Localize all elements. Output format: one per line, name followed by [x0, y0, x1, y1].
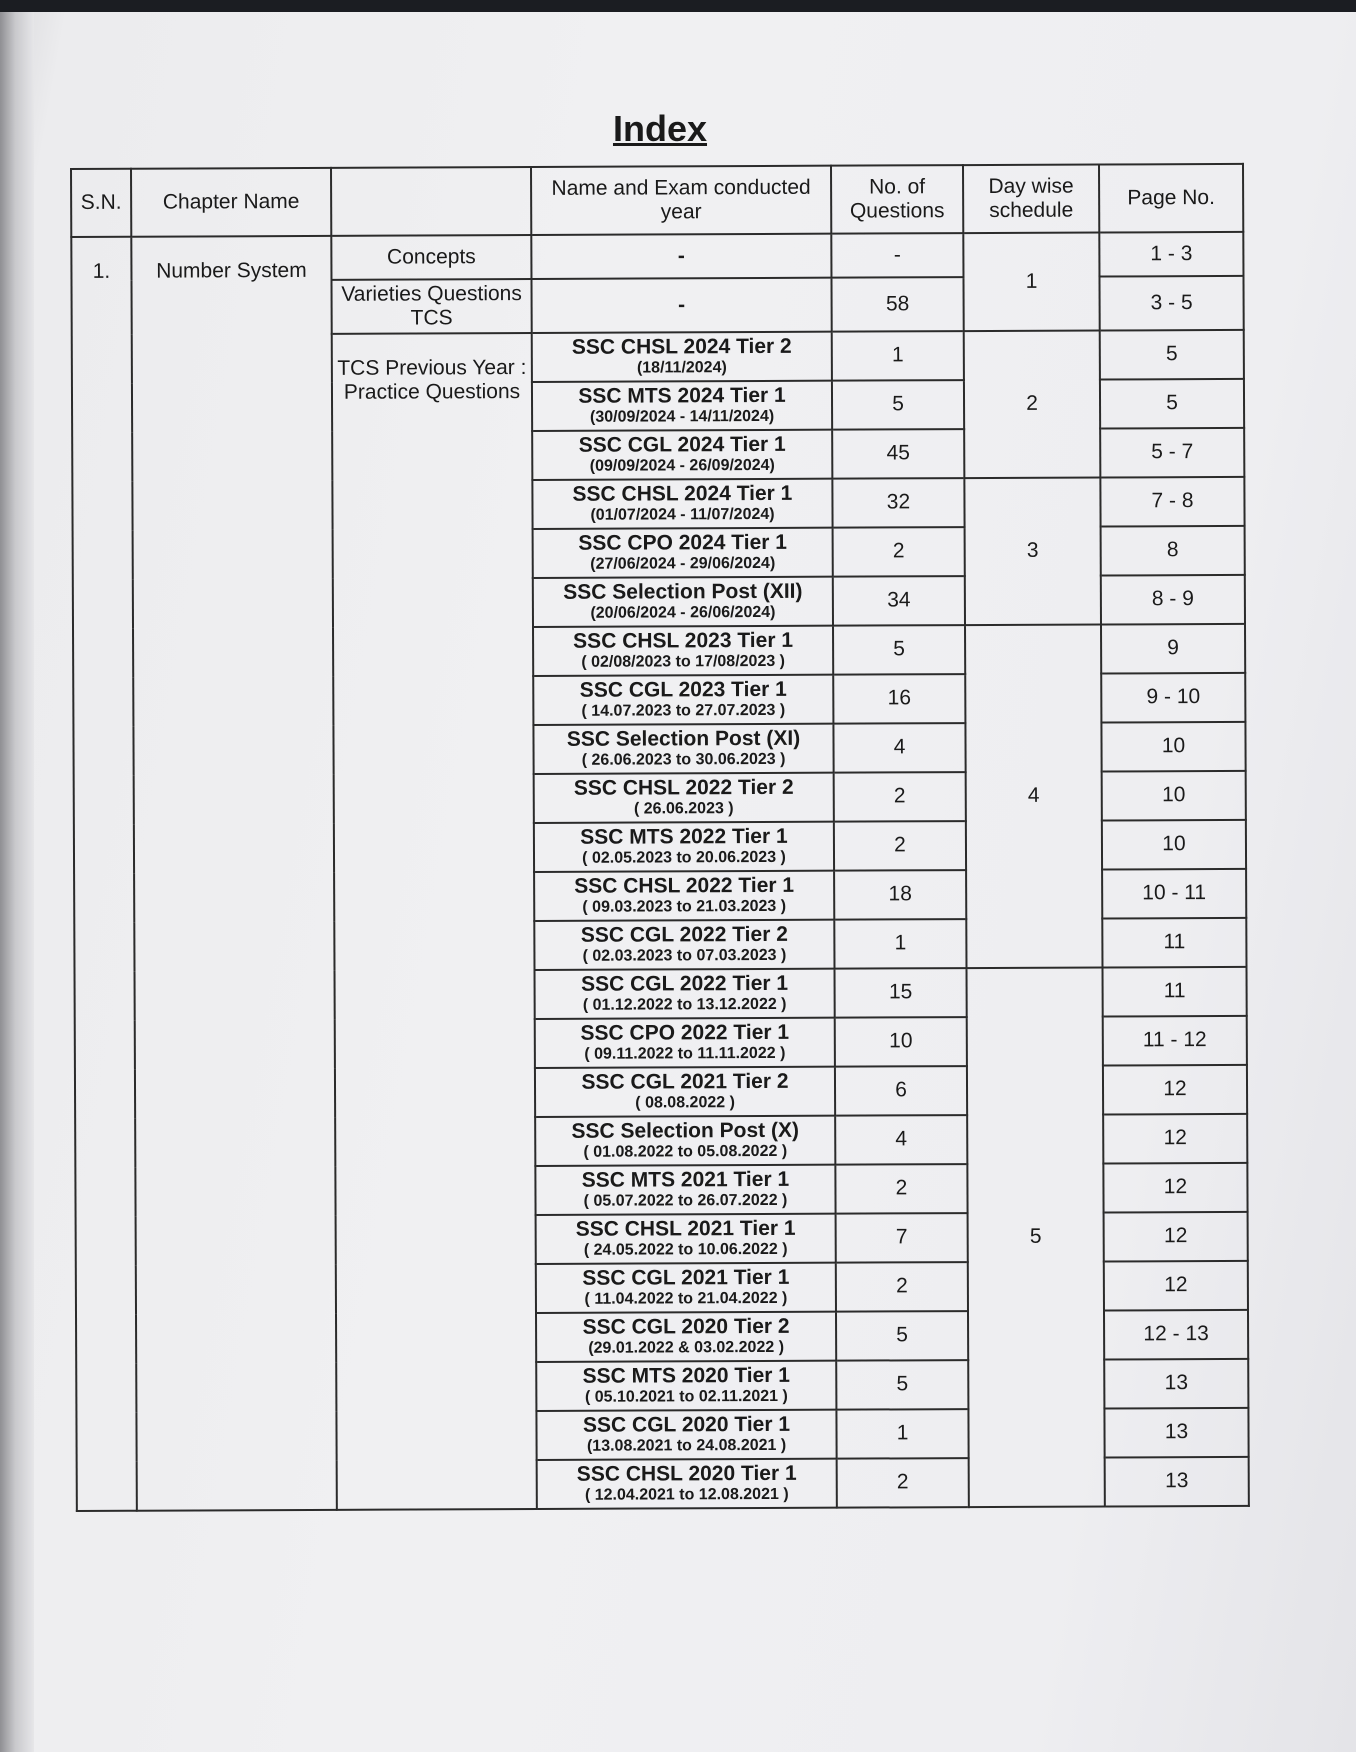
exam-cell: SSC CHSL 2021 Tier 1 ( 24.05.2022 to 10.06.2022 ) [536, 1214, 836, 1264]
page-cell: 10 [1102, 820, 1246, 870]
exam-cell: SSC CPO 2022 Tier 1 ( 09.11.2022 to 11.11.2022 ) [535, 1018, 835, 1068]
page-cell: 10 [1101, 722, 1245, 772]
exam-cell: - [531, 278, 831, 333]
questions-cell: - [831, 233, 963, 278]
exam-cell: SSC CGL 2021 Tier 2 ( 08.08.2022 ) [535, 1067, 835, 1117]
day-cell: 3 [964, 478, 1101, 626]
exam-cell: SSC CHSL 2020 Tier 1 ( 12.04.2021 to 12.08.2021 ) [537, 1459, 837, 1509]
questions-cell: 2 [833, 527, 965, 577]
page-cell: 13 [1104, 1408, 1248, 1458]
questions-cell: 4 [835, 1115, 967, 1165]
exam-cell: SSC CPO 2024 Tier 1 (27/06/2024 - 29/06/2024) [533, 528, 833, 578]
header-page: Page No. [1099, 164, 1243, 233]
questions-cell: 34 [833, 576, 965, 626]
page-cell: 11 [1102, 918, 1246, 968]
exam-cell: SSC MTS 2022 Tier 1 ( 02.05.2023 to 20.06.2023 ) [534, 822, 834, 872]
questions-cell: 2 [834, 772, 966, 822]
day-cell: 1 [963, 233, 1099, 332]
exam-cell: - [531, 234, 831, 279]
questions-cell: 7 [836, 1213, 968, 1263]
page-cell: 12 [1103, 1114, 1247, 1164]
page-cell: 1 - 3 [1099, 232, 1243, 277]
exam-cell: SSC CGL 2023 Tier 1 ( 14.07.2023 to 27.07.2023 ) [533, 675, 833, 725]
page-cell: 8 - 9 [1101, 575, 1245, 625]
day-cell: 4 [965, 625, 1102, 969]
page-cell: 12 [1104, 1212, 1248, 1262]
page-cell: 11 - 12 [1103, 1016, 1247, 1066]
section-varieties: Varieties Questions TCS [331, 279, 531, 334]
day-cell: 2 [964, 331, 1101, 479]
exam-cell: SSC CHSL 2022 Tier 1 ( 09.03.2023 to 21.03.2023 ) [534, 871, 834, 921]
page-cell: 12 [1103, 1163, 1247, 1213]
questions-cell: 5 [833, 625, 965, 675]
chapter-name: Number System [131, 236, 337, 1511]
questions-cell: 58 [831, 277, 963, 332]
exam-cell: SSC CGL 2021 Tier 1 ( 11.04.2022 to 21.04.2022 ) [536, 1263, 836, 1313]
exam-cell: SSC Selection Post (X) ( 01.08.2022 to 05.08.2022 ) [535, 1116, 835, 1166]
exam-cell: SSC MTS 2020 Tier 1 ( 05.10.2021 to 02.11.2021 ) [536, 1361, 836, 1411]
questions-cell: 4 [833, 723, 965, 773]
exam-cell: SSC CHSL 2024 Tier 1 (01/07/2024 - 11/07/2024) [532, 479, 832, 529]
page-cell: 12 [1103, 1065, 1247, 1115]
exam-cell: SSC CHSL 2022 Tier 2 ( 26.06.2023 ) [534, 773, 834, 823]
exam-cell: SSC MTS 2021 Tier 1 ( 05.07.2022 to 26.07.2022 ) [535, 1165, 835, 1215]
questions-cell: 6 [835, 1066, 967, 1116]
questions-cell: 1 [832, 331, 964, 381]
questions-cell: 2 [834, 821, 966, 871]
section-previous: TCS Previous Year : Practice Questions [332, 333, 537, 1510]
table-row [71, 232, 1243, 281]
section-concepts: Concepts [331, 235, 531, 280]
questions-cell: 1 [834, 919, 966, 969]
paper-edge [0, 12, 34, 1752]
header-questions: No. of Questions [831, 165, 963, 234]
questions-cell: 2 [835, 1164, 967, 1214]
header-schedule: Day wise schedule [963, 165, 1099, 234]
header-row [71, 164, 1243, 237]
page-cell: 5 - 7 [1100, 428, 1244, 478]
questions-cell: 16 [833, 674, 965, 724]
header-sn: S.N. [71, 169, 131, 237]
page-title: Index [612, 108, 708, 149]
page-cell: 12 - 13 [1104, 1310, 1248, 1360]
exam-cell: SSC CHSL 2024 Tier 2 (18/11/2024) [532, 332, 832, 382]
questions-cell: 5 [836, 1360, 968, 1410]
page-cell: 10 - 11 [1102, 869, 1246, 919]
page-cell: 13 [1105, 1457, 1249, 1507]
questions-cell: 10 [835, 1017, 967, 1067]
questions-cell: 2 [836, 1262, 968, 1312]
page-cell: 8 [1101, 526, 1245, 576]
header-name-exam: Name and Exam conducted year [531, 166, 831, 235]
exam-cell: SSC CHSL 2023 Tier 1 ( 02/08/2023 to 17/08/2023 ) [533, 626, 833, 676]
page-cell: 13 [1104, 1359, 1248, 1409]
page-cell: 7 - 8 [1100, 477, 1244, 527]
page-cell: 12 [1104, 1261, 1248, 1311]
questions-cell: 15 [835, 968, 967, 1018]
page-cell: 11 [1102, 967, 1246, 1017]
exam-cell: SSC CGL 2022 Tier 1 ( 01.12.2022 to 13.12.2022 ) [535, 969, 835, 1019]
page-cell: 5 [1100, 330, 1244, 380]
exam-cell: SSC Selection Post (XII) (20/06/2024 - 26/06/2024) [533, 577, 833, 627]
index-table [70, 163, 1250, 1512]
exam-cell: SSC MTS 2024 Tier 1 (30/09/2024 - 14/11/2024) [532, 381, 832, 431]
questions-cell: 2 [837, 1458, 969, 1508]
questions-cell: 45 [832, 429, 964, 479]
questions-cell: 5 [832, 380, 964, 430]
chapter-sn: 1. [71, 237, 137, 1511]
questions-cell: 5 [836, 1311, 968, 1361]
page-cell: 5 [1100, 379, 1244, 429]
questions-cell: 18 [834, 870, 966, 920]
day-cell: 5 [966, 968, 1104, 1508]
page-cell: 10 [1102, 771, 1246, 821]
exam-cell: SSC CGL 2022 Tier 2 ( 02.03.2023 to 07.03.2023 ) [534, 920, 834, 970]
questions-cell: 32 [832, 478, 964, 528]
page-cell: 3 - 5 [1099, 276, 1243, 331]
header-section [331, 167, 531, 236]
header-chapter: Chapter Name [131, 168, 331, 237]
exam-cell: SSC CGL 2020 Tier 2 (29.01.2022 & 03.02.2022 ) [536, 1312, 836, 1362]
page-cell: 9 - 10 [1101, 673, 1245, 723]
questions-cell: 1 [836, 1409, 968, 1459]
exam-cell: SSC CGL 2024 Tier 1 (09/09/2024 - 26/09/2024) [532, 430, 832, 480]
exam-cell: SSC Selection Post (XI) ( 26.06.2023 to 30.06.2023 ) [533, 724, 833, 774]
page-cell: 9 [1101, 624, 1245, 674]
exam-cell: SSC CGL 2020 Tier 1 (13.08.2021 to 24.08.2021 ) [536, 1410, 836, 1460]
